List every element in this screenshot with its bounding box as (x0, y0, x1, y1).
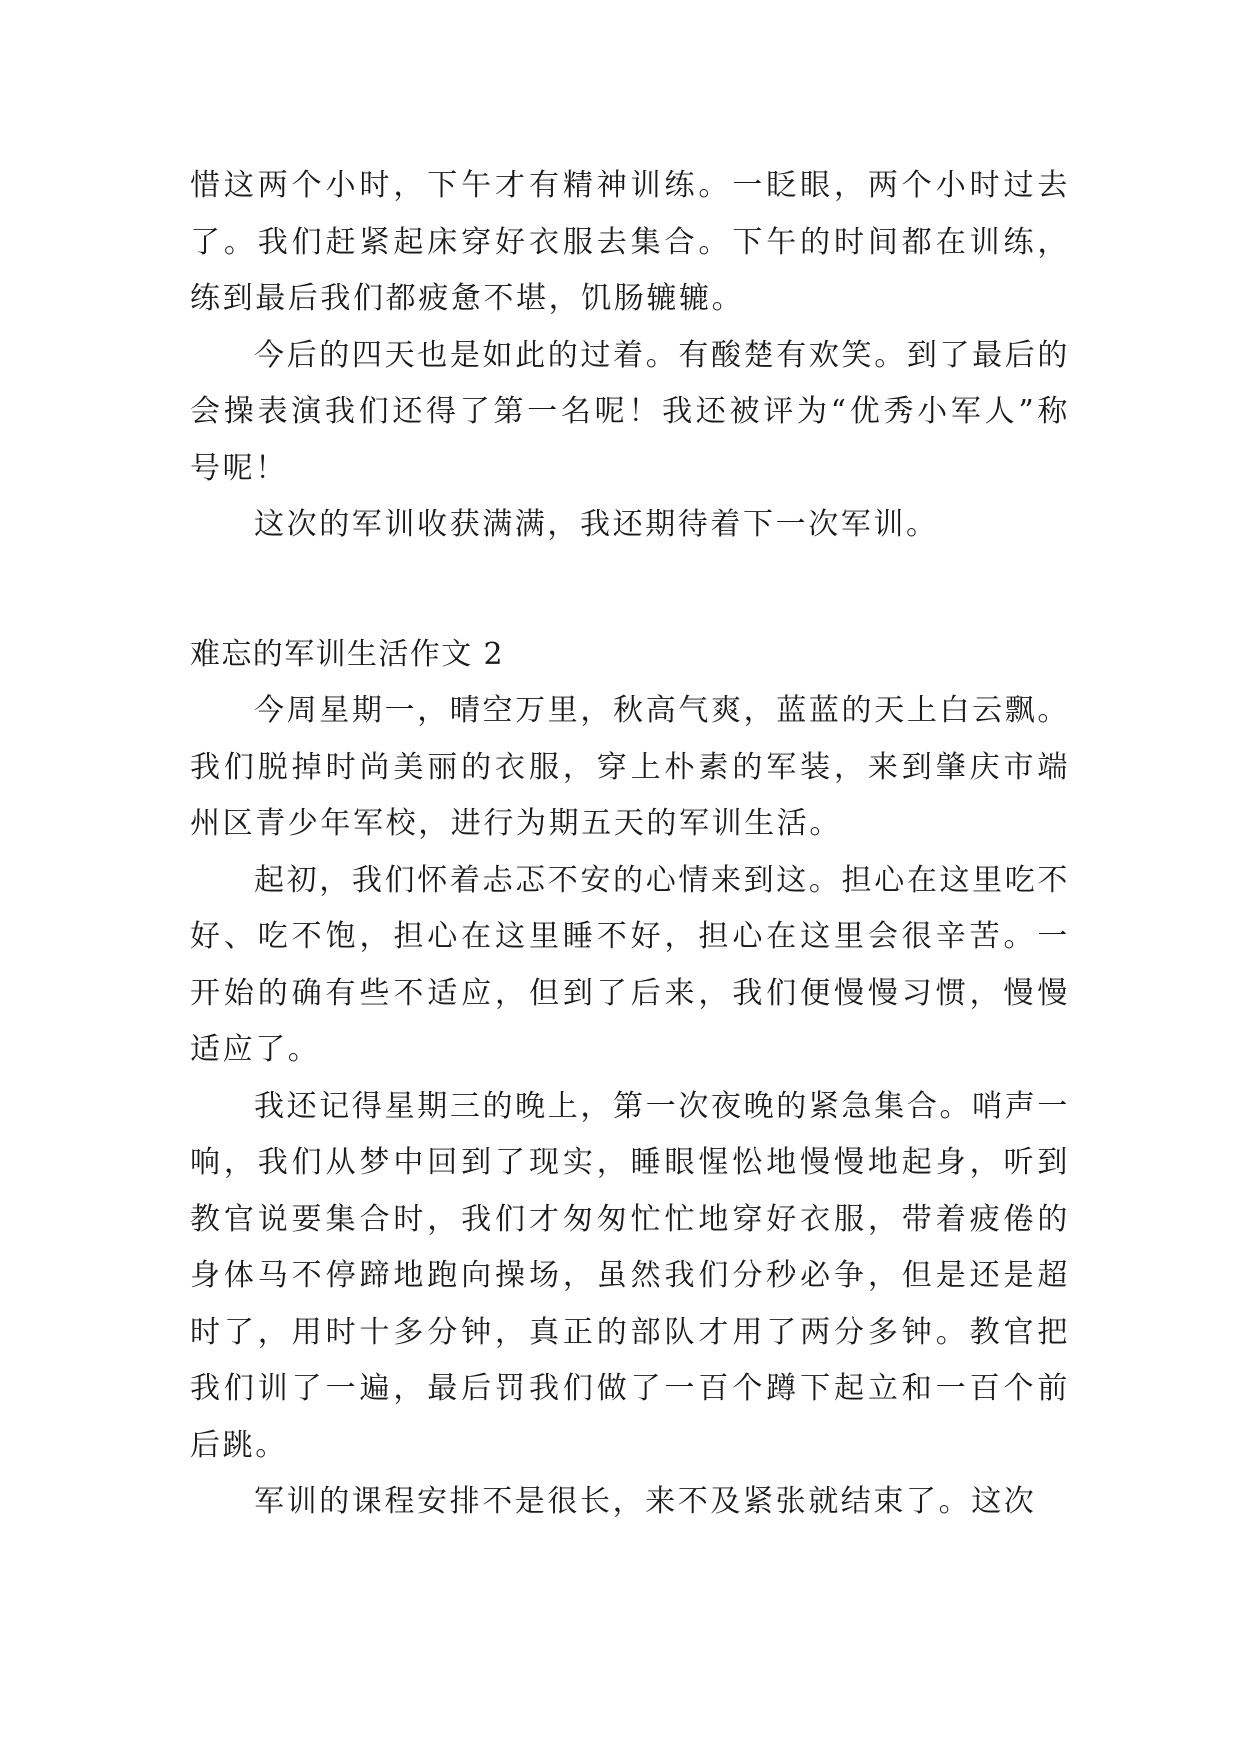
section-gap (190, 554, 1070, 627)
paragraph-monday: 今周星期一，晴空万里，秋高气爽，蓝蓝的天上白云飘。我们脱掉时尚美丽的衣服，穿上朴素的军装，来到肇庆市端州区青少年军校，进行为期五天的军训生活。 (190, 693, 1070, 841)
paragraph-at-first: 起初，我们怀着忐忑不安的心情来到这。担心在这里吃不好、吃不饱，担心在这里睡不好，担心在这里会很辛苦。一开始的确有些不适应，但到了后来，我们便慢慢习惯，慢慢适应了。 (190, 862, 1070, 1067)
document-body (190, 158, 1070, 1531)
paragraph-emergency-assembly: 我还记得星期三的晚上，第一次夜晚的紧急集合。哨声一响，我们从梦中回到了现实，睡眼惺忪地慢慢地起身，听到教官说要集合时，我们才匆匆忙忙地穿好衣服，带着疲倦的身体马不停蹄地跑向操场，虽然我们分秒必争，但是还是超时了，用时十多分钟，真正的部队才用了两分多钟。教官把我们训了一遍，最后罚我们做了一百个蹲下起立和一百个前后跳。 (190, 1088, 1070, 1463)
paragraph-continuation: 惜这两个小时，下午才有精神训练。一眨眼，两个小时过去了。我们赶紧起床穿好衣服去集合。下午的时间都在训练，练到最后我们都疲惫不堪，饥肠辘辘。 (190, 168, 1070, 316)
essay-heading: 难忘的军训生活作文 2 (190, 636, 505, 672)
paragraph-course-schedule: 军训的课程安排不是很长，来不及紧张就结束了。这次 (254, 1484, 1037, 1519)
paragraph-four-days: 今后的四天也是如此的过着。有酸楚有欢笑。到了最后的会操表演我们还得了第一名呢！我还被评为“优秀小军人”称号呢！ (190, 337, 1070, 486)
paragraph-harvest: 这次的军训收获满满，我还期待着下一次军训。 (254, 507, 939, 542)
